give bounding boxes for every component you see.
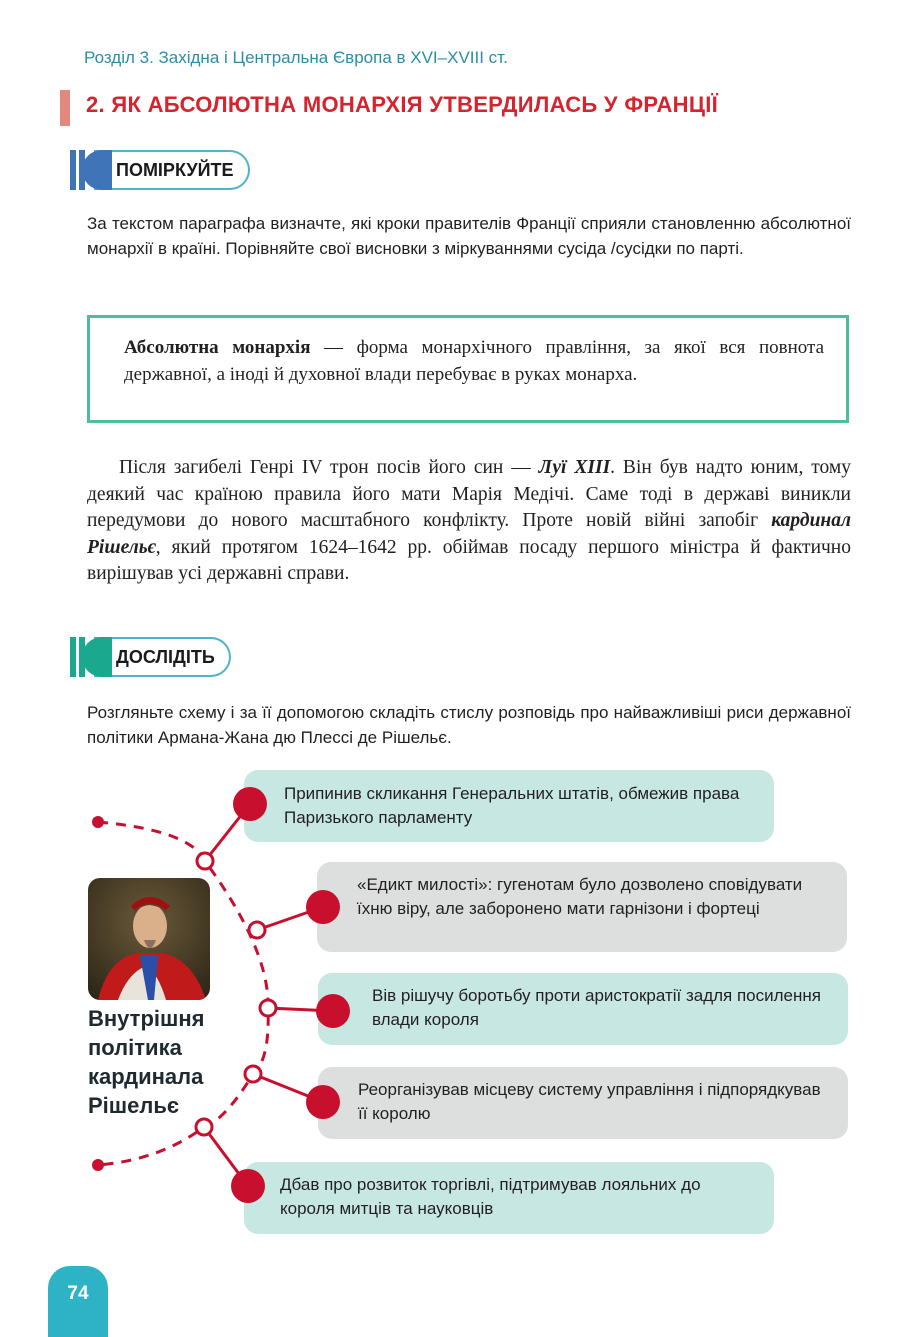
- think-text: За текстом параграфа визначте, які кроки правителів Франції сприяли становленню абсолютної монархії в країні. Порівняйте свої висновки з міркуваннями сусіда /сусідки по парті.: [87, 214, 851, 258]
- body-text-1: Після загибелі Генрі IV трон посів його син —: [119, 457, 539, 478]
- chapter-header: Розділ 3. Західна і Центральна Європа в XVI–XVIII ст.: [84, 48, 508, 67]
- scheme-item-5: Дбав про розвиток торгівлі, підтримував лояльних до короля митців та науковців: [244, 1162, 774, 1234]
- scheme-item-4: Реорганізував місцеву систему управління і підпорядкував її королю: [318, 1067, 848, 1139]
- bullet-1: [233, 787, 267, 821]
- body-text-2: . Він був надто юним, тому деякий час країною правила його мати Марія Медічі. Саме тоді в державі виникли передумови до нового масштабного конфлікту. Проте новій війні запобіг: [87, 457, 851, 531]
- body-text-3: , який протягом 1624–1642 рр. обіймав посаду першого міністра й фактично вирішував усі державні справи.: [87, 536, 851, 584]
- body-paragraph: [87, 455, 851, 588]
- page-number: 74: [48, 1266, 108, 1337]
- scheme-item-1: Припинив скликання Генеральних штатів, обмежив права Паризького парламенту: [244, 770, 774, 842]
- scheme-item-3: Вів рішучу боротьбу проти аристократії задля посилення влади короля: [318, 973, 848, 1045]
- bullet-3: [316, 994, 350, 1028]
- definition-text: [124, 334, 824, 388]
- bullet-4: [306, 1085, 340, 1119]
- explore-text: Розгляньте схему і за її допомогою складіть стислу розповідь про найважливіші риси державної політики Армана-Жана дю Плессі де Рішельє.: [87, 703, 851, 747]
- louis-xiii-name: Луї XIII: [538, 457, 611, 478]
- explore-label: ДОСЛІДІТЬ: [94, 637, 231, 677]
- think-label: ПОМІРКУЙТЕ: [94, 150, 250, 190]
- bullet-5: [231, 1169, 265, 1203]
- definition-body: — форма монархічного правління, за якої вся повнота державної, а іноді й духовної влади перебуває в руках монарха.: [124, 337, 824, 385]
- definition-term: Абсолютна монархія: [124, 337, 311, 358]
- scheme-item-2: «Едикт милості»: гугенотам було дозволено сповідувати їхню віру, але заборонено мати гарнізони і фортеці: [317, 862, 847, 952]
- richelieu-name: кардинал Рішельє: [87, 510, 851, 558]
- section-marker: [60, 90, 70, 126]
- bullet-2: [306, 890, 340, 924]
- section-title: 2. ЯК АБСОЛЮТНА МОНАРХІЯ УТВЕРДИЛАСЬ У ФРАНЦІЇ: [86, 92, 718, 117]
- richelieu-portrait: [88, 878, 210, 1000]
- scheme-caption: Внутрішня політика кардинала Рішельє: [88, 1006, 205, 1118]
